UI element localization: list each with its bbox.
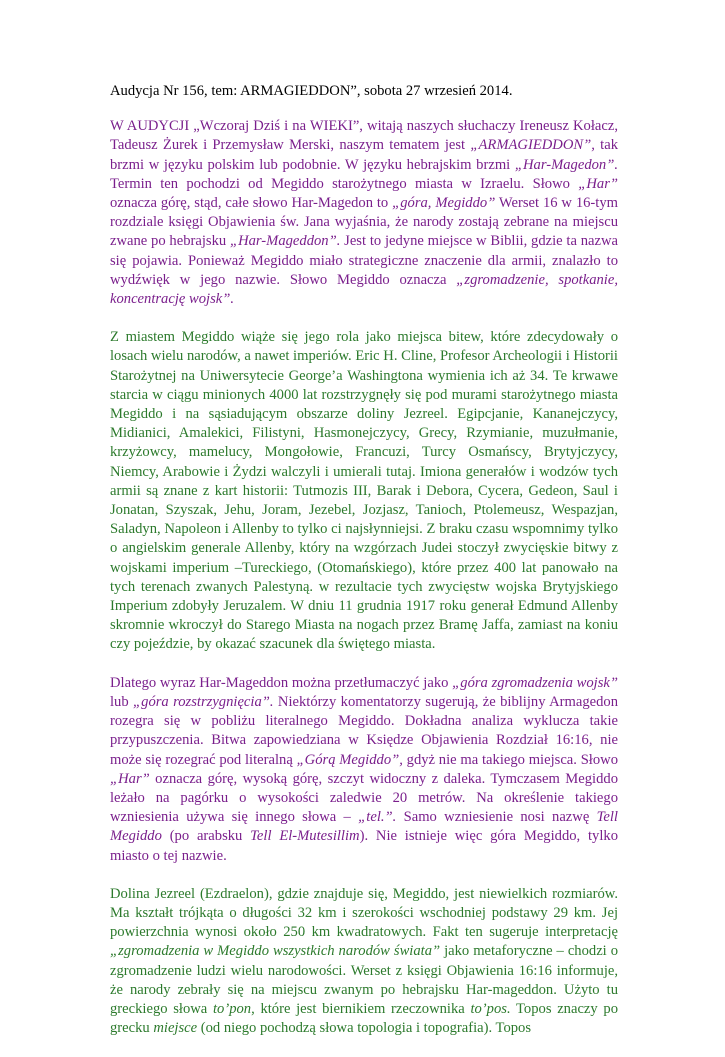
paragraph-text: jako metaforyczne – chodzi o zgromadzenie ludzi wielu narodowości. Werset z księgi Objawienia 16:16 informuje, że narody zebrały się na miejscu zwanym po hebrajsku Har-mageddon. Użyto tu greckiego słowa xyxy=(110,943,618,1017)
paragraph-text: (po arabsku xyxy=(161,828,251,845)
italic-text: Tell Megiddo xyxy=(110,809,618,845)
paragraph-text: lub xyxy=(110,693,134,710)
italic-text: „ARMAGIEDDON”, xyxy=(470,137,595,154)
paragraph-3 xyxy=(110,674,618,866)
italic-text: „Har-Magedon”. xyxy=(514,156,618,173)
paragraph-text: Werset 16 w 16-tym rozdziale księgi Objawienia św. Jana wyjaśnia, że narody zostają zebrane na miejscu zwane po hebrajsku xyxy=(110,195,618,250)
paragraph-text: , które jest biernikiem rzeczownika xyxy=(251,1000,471,1017)
italic-text: „tel.”. xyxy=(358,809,397,826)
paragraph-text: tak brzmi w języku polskim lub podobnie. W języku hebrajskim brzmi xyxy=(110,137,618,173)
italic-text: „zgromadzenie, spotkanie, koncentrację wojsk”. xyxy=(110,271,618,308)
paragraph-text: (od niego pochodzą słowa topologia i topografia). Topos xyxy=(197,1020,532,1037)
document-page xyxy=(110,82,618,1057)
paragraph-2 xyxy=(110,328,618,654)
paragraph-text: Samo wzniesienie nosi nazwę xyxy=(396,809,597,826)
italic-text: miejsce xyxy=(153,1020,198,1037)
paragraph-text: Jest to jedyne miejsce w Biblii, gdzie ta nazwa się pojawia. Ponieważ Megiddo miało strategiczne znaczenie dla armii, znalazło to wydźwięk w jego nazwie. Słowo Megiddo oznacza xyxy=(110,233,619,288)
paragraph-text: Niektórzy komentatorzy sugerują, że biblijny Armagedon rozegra się w pobliżu literalnego Megiddo. Dokładna analiza wyklucza takie przypuszczenia. Bitwa zapowiedziana w Księdze Objawienia Rozdział 16:16, nie może się rozegrać pod literalną xyxy=(110,693,618,768)
paragraph-text: oznacza górę, wysoką górę, szczyt widoczny z daleka. Tymczasem Megiddo leżało na pagórku o wysokości zaledwie 20 metrów. Na określenie takiego wzniesienia używa się innego słowa – xyxy=(110,770,618,826)
paragraph-text: W AUDYCJI „Wczoraj Dziś i na WIEKI”, witają naszych słuchaczy Ireneusz Kołacz, Tadeusz Żurek i Przemysław Merski, naszym tematem jest xyxy=(110,118,618,154)
paragraph-1 xyxy=(110,117,618,309)
paragraph-text: gdyż nie ma takiego miejsca. Słowo xyxy=(402,751,618,768)
italic-text: „góra zgromadzenia wojsk” xyxy=(452,674,618,691)
paragraph-text: ). Nie istnieje więc góra Megiddo, tylko miasto o tej nazwie. xyxy=(110,828,618,864)
italic-text: to’pon xyxy=(212,1000,252,1017)
paragraph-text: Topos znaczy po grecku xyxy=(110,1000,618,1037)
paragraph-text: Z miastem Megiddo wiąże się jego rola jako miejsca bitew, które zdecydowały o losach wielu narodów, a nawet imperiów. Eric H. Cline, Profesor Archeologii i Historii Starożytnej na Uniwersytecie George’a Washingtona wymienia ich aż 34. Te krwawe starcia w ciągu minionych 4000 lat rozstrzygnęły się pod murami starożytnego miasta Megiddo i na sąsiadującym obszarze doliny Jezreel. Egipcjanie, Kananejczycy, Midianici, Amalekici, Filistyni, Hasmonejczycy, Grecy, Rzymianie, muzułmanie, krzyżowcy, mamelucy, Mongołowie, Francuzi, Turcy Osmańscy, Brytyjczycy, Niemcy, Arabowie i Żydzi walczyli i umierali tutaj. Imiona generałów i wodzów tych armii są znane z kart historii: Tutmozis III, Barak i Debora, Cycera, Gedeon, Saul i Jonatan, Szyszak, Jehu, Joram, Jezebel, Jozjasz, Tanioch, Ptolemeusz, Wespazjan, Saladyn, Napoleon i Allenby to tylko ci najsłynniejsi. Z braku czasu wspomnimy tylko o angielskim generale Allenby, który na wzgórzach Judei stoczył zwycięskie bitwy z wojskami imperium –Tureckiego, (Otomańskiego), które przez 400 lat panowało na tych terenach zwanych Palestyną. w rezultacie tych zwycięstw wojska Brytyjskiego Imperium zdobyły Jeruzalem. W dniu 11 grudnia 1917 roku generał Edmund Allenby skromnie wkroczył do Starego Miasta na nogach przez Bramę Jaffa, zamiast na koniu czy pojeździe, by okazać szacunek dla świętego miasta. xyxy=(110,329,618,653)
italic-text: Tell El-Mutesillim xyxy=(250,828,360,845)
document-header: Audycja Nr 156, tem: ARMAGIEDDON”, sobota 27 wrzesień 2014. xyxy=(110,83,513,99)
paragraph-text: Dlatego wyraz Har-Mageddon można przetłumaczyć jako xyxy=(110,674,453,691)
paragraph-text: Dolina Jezreel (Ezdraelon), gdzie znajduje się, Megiddo, jest niewielkich rozmiarów. Ma kształt trójkąta o długości 32 km i szerokości wschodniej podstawy 29 km. Jej powierzchnia wynosi około 250 km kwadratowych. Fakt ten sugeruje interpretację xyxy=(110,885,618,941)
document-body xyxy=(110,117,618,1038)
italic-text: „góra, Megiddo” xyxy=(392,195,496,212)
italic-text: to’pos. xyxy=(470,1000,511,1017)
italic-text: „zgromadzenia w Megiddo wszystkich narodów świata” xyxy=(110,943,441,960)
italic-text: „Har-Mageddon”. xyxy=(229,233,341,250)
paragraph-text: oznacza górę, stąd, całe słowo Har-Magedon to xyxy=(110,195,393,212)
italic-text: „Har” xyxy=(578,175,618,192)
paragraph-4 xyxy=(110,885,618,1039)
italic-text: „Har” xyxy=(110,770,150,787)
italic-text: „góra rozstrzygnięcia”. xyxy=(133,693,274,710)
italic-text: „Górą Megiddo”, xyxy=(296,751,403,768)
paragraph-text: Termin ten pochodzi od Megiddo starożytnego miasta w Izraelu. Słowo xyxy=(110,175,579,192)
